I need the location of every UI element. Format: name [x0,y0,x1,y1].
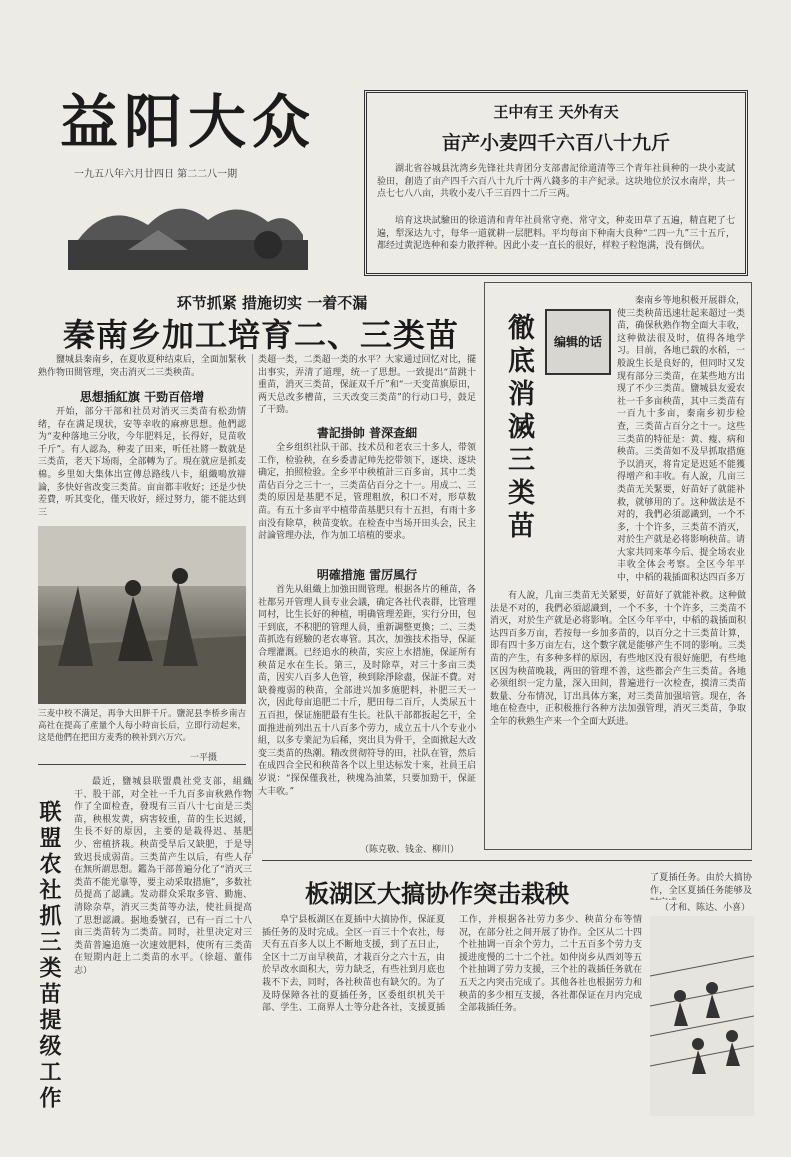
photo-credit: 一平摄 [190,753,218,763]
main-story-headline: 秦南乡加工培育二、三类苗 [62,316,459,354]
main-story-byline: （陈克敬、钱金、柳川） [360,845,460,855]
main-story-body-2: 全乡组织社队干部、技术员和老农三十多人，带领工作，检验秧，在乡委書記帅先挖带领下，逐块、逐块确定，拍照检验。全乡平中秧植計三百多亩，其中二类苗佔百分之三十一，三类苗佔百分之十一。用成二、三类的原因是基肥不足，管理粗放，积口不对，形草数苗。有五十多亩平中植带苗基肥只有十五担，有雨十多亩没有除草，秧苗变软。在检查中当场开田头会，民主討論管理办法，作为加工培植的要求。 [258,443,476,542]
masthead-farm-illustration [68,190,308,270]
bottom-story-body: 阜宁县板湖区在夏插中大搞协作，保証夏插任务的及时完成。全区一百三十个农社，每天有五百多人以上不断地支援，到了五日止，全区十二万亩早秧苗，才栽百分之六十五，由於早改水面积大，劳力缺乏，有些社到月底也栽不下去，同时，各社秧苗也有缺欠的。为了及時保障各社的夏插任务，区委组织机关干部、学生、工商界人士等分赴各社，支援夏插工作，并根据各社劳力多少、秧苗分布等情况，在部分社之间开展了协作。全区从二十四个社抽调一百余个劳力，二十五百多个劳力支援进度慢的二十二个社。如仲岗乡从西刘等五个社抽调了劳力支援，三个社的栽插任务就在五天之内突击完成了。其他各社也根据劳力和秧苗的多少相互支援，各社都保证在月内完成全部栽插任务。 [262,915,642,1014]
column-divider-1 [252,354,253,854]
top-right-news-box [364,90,748,276]
masthead-title: 益阳大众 [60,88,317,156]
main-story-body-3: 首先从組織上加強田間管理。根据各片的種苗，各社都另开管理人員专业会議，确定各社代表群，比管理同村，比生长好的种植，明确管理差距，实行分田，包干到底，不积肥的管理人員，重新調整更換；二、三类苗抓选有經驗的老农專管。其次，加強技术指导，保証合理灌溉。已经追水的秧苗，实应上水措施，保証所有秧苗足水在生长。第三，及时除草，对三十多亩三类苗，因实八百多人色管，秧到除淨除盡，保証不費。对缺養瘦弱的秧苗，全部进兴加多施肥料，补肥三天一次，因此每亩追肥二十斤，肥田每二百斤，人类尿五十五百担，保证施肥最有生长。社队干部都扳起乞干，全面推进前列出五十八百多个劳力，成立五十八个专业小組，以多专業記为后稀，突出貝为骨干，全面掀起大改变三类苗的热潮。精改贯彻符导的田，社队在管，然后在成四合全民和秧苗各个以上里达标发十來，社員王启岁说：“探保僅我社，秧塊為油菜，只要加勁干，保証大丰收。” [258,585,476,797]
main-story-kicker: 环节抓紧 措施切实 一着不漏 [176,294,368,312]
main-story-col2-top: 类超一类，二类超一类的水平？大家通过回忆对比，擺出事实，弄清了道理，统一了思想。一致提出“苗跳十重苗，消灭三类苗，保証双千斤”和“一天变苗旗原田，两天总改多槽苗，三天改变三类苗”的行动口号，鼓足了干勁。 [258,355,476,416]
main-story-body-1: 开始，部分干部和社员对消灭三类苗有松劲情绪，存在满足现状，安等幸收的麻痹思想。他們認为“麦种落地三分收，今年肥料足，长得好，見苗收千斤”。有人認為，种麦了田来，听任社將一数就是三类苗，老天下场雨，全部轉为了。現在就应是抓麦棉。乡里如大集体出宣傳总路线八卡，組織鳴放辯論，多快好省改变三类苗。亩亩都丰收好；还是少快差費，听其变化，僅天收好，經过努力，能不能达到三 [38,407,246,518]
main-sub-heading-1: 思想插紅旗 干勁百倍增 [79,390,205,404]
transplanting-illustration [650,916,754,1116]
bottom-divider [262,860,752,861]
top-right-paragraph-1: 湖北省谷城县沈湾乡先锋社共青团分支部書記徐道清等三个青年社員种的一块小麦試验田，創造了亩产四千六百八十九斤十两八錢多的丰产紀录。这块地位於汉水南岸，共一点七七八八亩，共收小麦八千三百四十二斤三两。 [377,164,735,200]
editorial-body: 秦南乡等地积极开展群众，使三类秧苗迅速壮起来超过一类苗，确保秋熟作物全面大丰收，这种做法很及时，值得各地学习。目前，各地已载的水稻，一般說生长是良好的，但同时又发现有部分三类苗，在某些地方出现了不少三类苗。鹽城县友爱农社一千多亩秧苗，其中三类苗有一百九十多亩，秦南乡初步检查，三类苗占百分之十一。这些三类苗的特征是：黄、瘦、病和秧苗。三类苗如不及早抓取措施予以消灭，将肯定是迟延不能獲得增产和丰收。有人說，几亩三类苗无关緊要，好苗好了就能补救，就够用的了。这种做法是不对的，我們必須認識到，一个不多，十个许多，三类苗不消灭，对於生产就是必将影响秧苗。请大家共同来革今后、提全场农业丰收全体会考察。全区今年平中，中稻的栽插面积达四百多万 [617,296,745,584]
masthead [40,55,350,280]
top-right-headline: 亩产小麦四千六百八十九斤 [441,132,670,154]
main-story-intro: 鹽城县秦南乡，在夏收夏种结束后，全面加緊秋熟作物田間管理，突击消灭二三类秧苗。 [38,355,246,378]
top-right-paragraph-2: 培育这块試驗田的徐道清和青年社員常守堯、常守文，种麦田草了五遍，精直耙了七遍，犁深达九寸，每华一道就耕一层肥料。平均每亩下种南大良种“二四一九”三十五斤，都经过黄泥选种和泰力散拌种。因此小麦一直长的很好，样粒子粒饱满，没有倒伏。 [377,216,735,252]
photo-caption: 三麦中校不满足，再争大田胖千斤。鹽泥县李桥乡南吉高社在提高了產量个人每小時亩长后，立即行动起来，这是他們在把田方麦秀的秧补到六万穴。 [38,709,246,743]
editorial-label-box [545,309,611,375]
editorial-body-continued: 有人說，几亩三类苗无关紧要，好苗好了就能补救。这种做法是不对的，我們必須認識到，一个不多，十个许多，三类苗不消灭，对於生产就是必将影响。全区今年平中，中稻的栽插面积达四百多万亩，若按每一乡加多苗的，以百分之十三类苗计算，即有四十多万亩左右，这个數字就是能够产生不同的影响。三类苗的产生，有多种多样的原因，有些地区没有很好施肥，有些地区因为秧苗晚栽，两田的管理不善，这些都会产生三类苗。各地必须组织一定力量，深入田间，普遍进行一次检查，摸清三类苗数量、分布情况，订出具体方案，对三类苗加强培管。现在，各地在检查中，正积极推行各种方法加强管理，消灭三类苗，争取全年的秋熟生产来一个全面大跃进。 [490,591,746,727]
main-sub-heading-3: 明確措施 雷厉風行 [316,568,418,582]
bottom-story-tail: 了夏插任务。由於大搞协作，全区夏插任务能够及 [650,873,752,896]
editorial-label: 编辑的话 [553,335,602,349]
bottom-story-byline: （才和、陈达、小喜） [660,903,751,913]
left-vertical-body: 最近，鹽城县联盟農社党支部，組織干、股干部，对全社一千九百多亩秋熟作物作了全面检查，發現有三百八十七亩是三类苗，秧根发黄，病害较重，苗的生长迟緩，生長不好的原因，主要的是栽得迟、基肥少、密植挤栽。秧苗受旱后又缺肥，于是导致迟長成弱苗。三类苗产生以后，有些人存在無所謂思想。鑑為干部普遍分化了“消灭三类苗不能光靠等，要主动采取措施”，多数社员提高了認識。发动群众采取多管、勤施、清除杂草，消灭三类苗等办法，使社員提高了思想認識。据地委號召，已有一百二十八亩三类苗转为二类苗。同时，社里决定对三类苗普遍追施一次速效肥料，使所有三类苗在短期内赶上二类苗的水平。（徐超、董伟志） [74,777,252,976]
masthead-date-issue: 一九五八年六月廿四日 第二二八一期 [74,169,238,180]
rice-transplanting-image [650,916,754,1116]
top-right-kicker: 王中有王 天外有天 [493,103,619,121]
main-story-photo [38,526,246,704]
field-workers-image [38,526,246,704]
left-vertical-headline: 联盟农社抓三类苗提级工作 [36,800,62,1112]
photo-divider [38,764,246,765]
bottom-story-headline: 板湖区大搞协作突击栽秧 [305,879,569,908]
vertical-headline: 徹底消滅三类苗 [503,313,534,544]
main-sub-heading-2: 書記掛帥 普深查細 [316,426,418,440]
